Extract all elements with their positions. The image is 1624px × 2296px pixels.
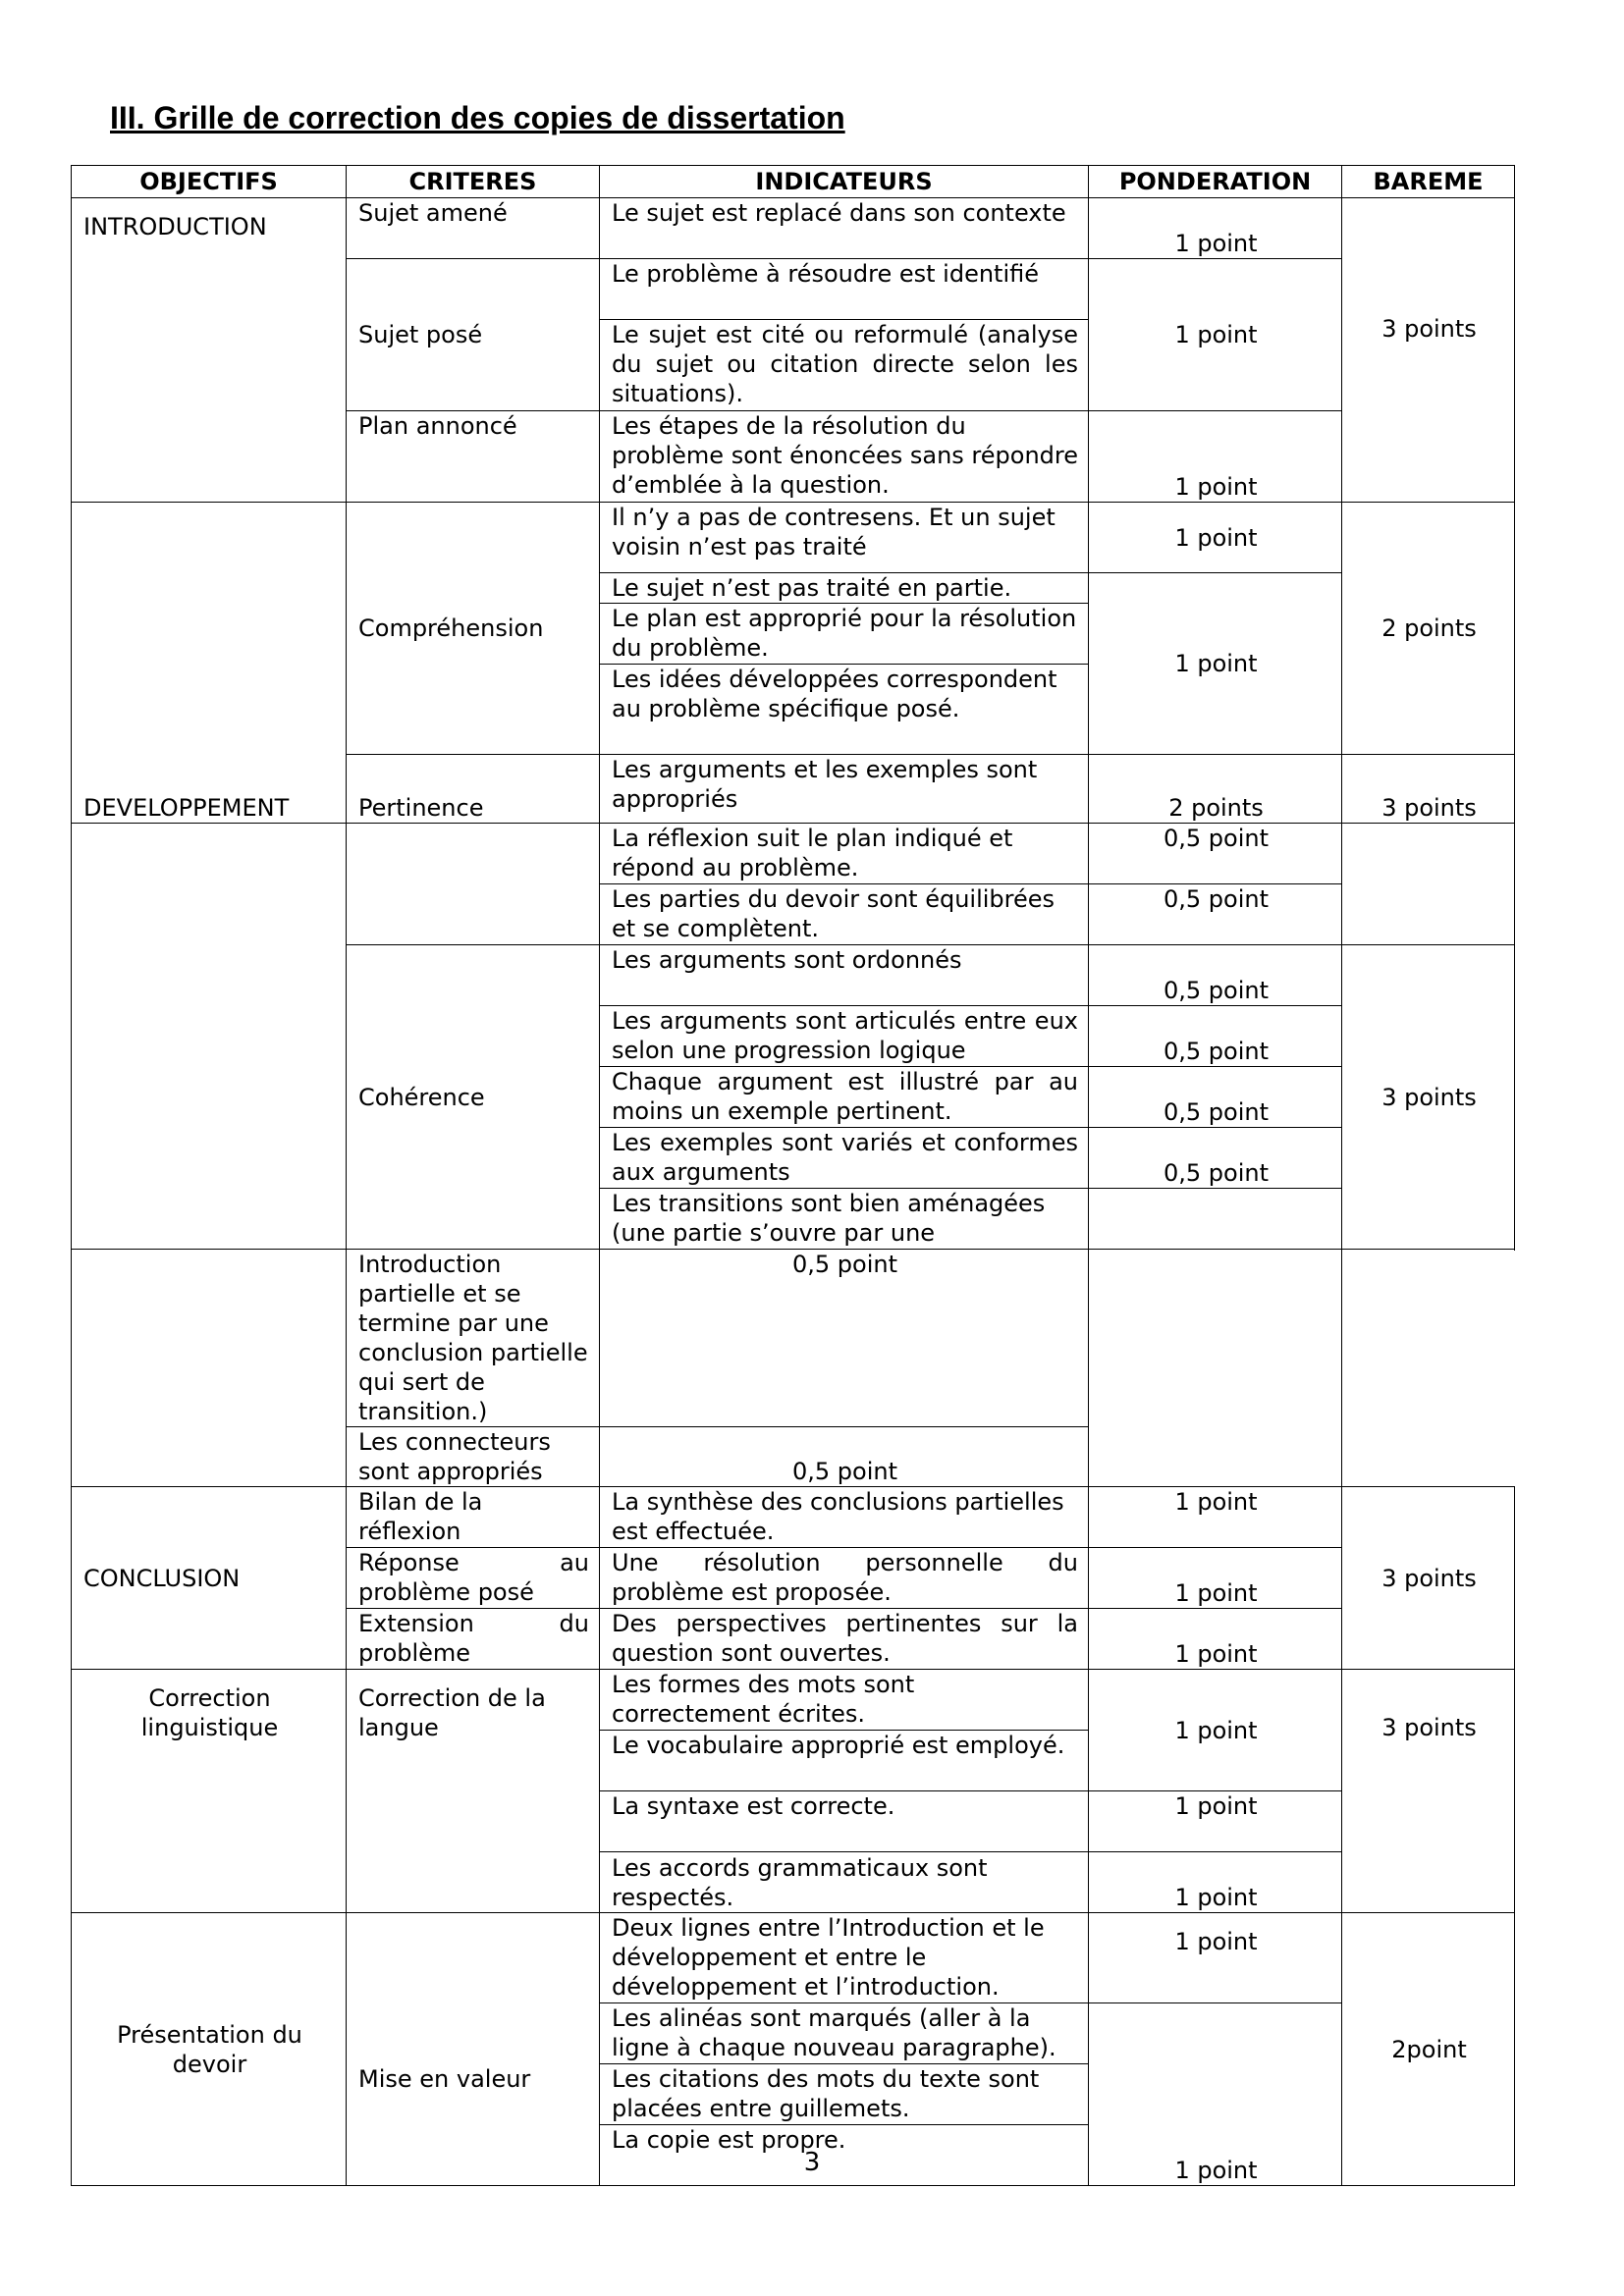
bareme-presentation: 2point: [1342, 1913, 1515, 2186]
indicateur: La copie est propre.: [600, 2125, 1089, 2186]
indicateur: Deux lignes entre l’Introduction et le développement et entre le développement et l’introduction.: [600, 1913, 1089, 2003]
bareme-coherence: 3 points: [1342, 945, 1515, 1250]
ponderation: 0,5 point: [1089, 1067, 1342, 1128]
ponderation: 0,5 point: [1089, 1128, 1342, 1189]
ponderation: 1 point: [1089, 1609, 1342, 1670]
critere-word: problème posé: [358, 1578, 534, 1606]
critere-extension: [347, 1609, 600, 1670]
table-row: [72, 1487, 1515, 1548]
table-row: [72, 1913, 1515, 2003]
objectif-correction-linguistique: Correction linguistique: [72, 1670, 347, 1913]
indicateur: Les arguments sont ordonnés: [600, 945, 1089, 1006]
indicateur: Les accords grammaticaux sont respectés.: [600, 1852, 1089, 1913]
indicateur: La réflexion suit le plan indiqué et répond au problème.: [600, 824, 1089, 884]
table-row: [72, 1670, 1515, 1731]
indicateur: Il n’y a pas de contresens. Et un sujet voisin n’est pas traité: [600, 503, 1089, 573]
ponderation-empty: [1089, 1189, 1342, 1250]
ponderation: 1 point: [1089, 503, 1342, 573]
objectif-presentation: Présentation du devoir: [72, 1913, 347, 2186]
ponderation: 0,5 point: [600, 1250, 1089, 1427]
critere-word: au: [560, 1549, 589, 1576]
ponderation: 1 point: [1089, 1548, 1342, 1609]
ponderation: 1 point: [1089, 1791, 1342, 1852]
bareme-conclusion: 3 points: [1342, 1487, 1515, 1670]
critere-word: du: [559, 1610, 589, 1637]
indicateur: Introduction partielle et se termine par une conclusion partielle qui sert de transition.): [347, 1250, 600, 1427]
indicateur: Les transitions sont bien aménagées (une partie s’ouvre par une: [600, 1189, 1089, 1250]
ponderation: 0,5 point: [600, 1427, 1089, 1487]
indicateur: Les idées développées correspondent au problème spécifique posé.: [600, 665, 1089, 755]
bareme-empty: [1089, 1250, 1342, 1487]
critere-sujet-pose: Sujet posé: [347, 259, 600, 411]
table-row: [72, 1250, 1515, 1427]
ponderation: 1 point: [1089, 1487, 1342, 1548]
header-ponderation: PONDERATION: [1089, 166, 1342, 198]
bareme-comprehension: 2 points: [1342, 503, 1515, 755]
bareme-introduction: 3 points: [1342, 198, 1515, 503]
bareme-correction-linguistique: 3 points: [1342, 1670, 1515, 1913]
objectif-introduction: INTRODUCTION: [72, 198, 347, 503]
header-criteres: CRITERES: [347, 166, 600, 198]
indicateur: Le problème à résoudre est identifié: [600, 259, 1089, 320]
critere-reponse: [347, 1548, 600, 1609]
indicateur: Les parties du devoir sont équilibrées et se complètent.: [600, 884, 1089, 945]
indicateur: Une résolution personnelle du problème est proposée.: [600, 1548, 1089, 1609]
critere-empty: [72, 1250, 347, 1487]
header-objectifs: OBJECTIFS: [72, 166, 347, 198]
ponderation: 1 point: [1089, 1852, 1342, 1913]
ponderation: 0,5 point: [1089, 884, 1342, 945]
critere-word: Extension: [358, 1610, 474, 1637]
ponderation: 1 point: [1089, 259, 1342, 411]
critere-empty: [347, 824, 600, 945]
ponderation: 1 point: [1089, 573, 1342, 755]
indicateur: Chaque argument est illustré par au moins un exemple pertinent.: [600, 1067, 1089, 1128]
header-indicateurs: INDICATEURS: [600, 166, 1089, 198]
objectif-developpement: DEVELOPPEMENT: [72, 503, 347, 824]
ponderation: 0,5 point: [1089, 824, 1342, 884]
ponderation: 2 points: [1089, 755, 1342, 824]
indicateur: Le vocabulaire approprié est employé.: [600, 1731, 1089, 1791]
indicateur: La syntaxe est correcte.: [600, 1791, 1089, 1852]
critere-coherence: Cohérence: [347, 945, 600, 1250]
indicateur: Les arguments sont articulés entre eux selon une progression logique: [600, 1006, 1089, 1067]
critere-plan-annonce: Plan annoncé: [347, 411, 600, 503]
table-row: [72, 503, 1515, 573]
critere-pertinence: Pertinence: [347, 755, 600, 824]
critere-word: Réponse: [358, 1549, 460, 1576]
indicateur: Les citations des mots du texte sont placées entre guillemets.: [600, 2064, 1089, 2125]
critere-mise-en-valeur: Mise en valeur: [347, 1913, 600, 2186]
indicateur: Le plan est approprié pour la résolution du problème.: [600, 604, 1089, 665]
indicateur: Le sujet est replacé dans son contexte: [600, 198, 1089, 259]
ponderation: 1 point: [1089, 411, 1342, 503]
page-title: III. Grille de correction des copies de dissertation: [110, 100, 845, 135]
critere-correction-langue: Correction de la langue: [347, 1670, 600, 1913]
indicateur: Les arguments et les exemples sont appropriés: [600, 755, 1089, 824]
header-bareme: BAREME: [1342, 166, 1515, 198]
critere-comprehension: Compréhension: [347, 503, 600, 755]
critere-bilan: Bilan de la réflexion: [347, 1487, 600, 1548]
ponderation: 1 point: [1089, 1670, 1342, 1791]
ponderation: 1 point: [1089, 198, 1342, 259]
indicateur: Les étapes de la résolution du problème sont énoncées sans répondre d’emblée à la question.: [600, 411, 1089, 503]
objectif-empty: [72, 824, 347, 1250]
indicateur: Les connecteurs sont appropriés: [347, 1427, 600, 1487]
indicateur: Les exemples sont variés et conformes aux arguments: [600, 1128, 1089, 1189]
bareme-pertinence: 3 points: [1342, 755, 1515, 824]
table-row: [72, 198, 1515, 259]
critere-word: problème: [358, 1639, 471, 1667]
indicateur: Les formes des mots sont correctement écrites.: [600, 1670, 1089, 1731]
indicateur: Des perspectives pertinentes sur la question sont ouvertes.: [600, 1609, 1089, 1670]
page-number: 3: [803, 2148, 821, 2177]
header-row: [72, 166, 1515, 198]
ponderation: 0,5 point: [1089, 1006, 1342, 1067]
objectif-conclusion: CONCLUSION: [72, 1487, 347, 1670]
table-row: [72, 824, 1515, 884]
correction-grid: [71, 165, 1515, 2186]
bareme-empty: [1342, 824, 1515, 945]
critere-sujet-amene: Sujet amené: [347, 198, 600, 259]
indicateur: Les alinéas sont marqués (aller à la ligne à chaque nouveau paragraphe).: [600, 2003, 1089, 2064]
indicateur: Le sujet n’est pas traité en partie.: [600, 573, 1089, 604]
ponderation: 1 point: [1089, 2003, 1342, 2186]
indicateur: La synthèse des conclusions partielles est effectuée.: [600, 1487, 1089, 1548]
indicateur: Le sujet est cité ou reformulé (analyse du sujet ou citation directe selon les situations).: [600, 320, 1089, 411]
ponderation: 0,5 point: [1089, 945, 1342, 1006]
ponderation: 1 point: [1089, 1913, 1342, 2003]
